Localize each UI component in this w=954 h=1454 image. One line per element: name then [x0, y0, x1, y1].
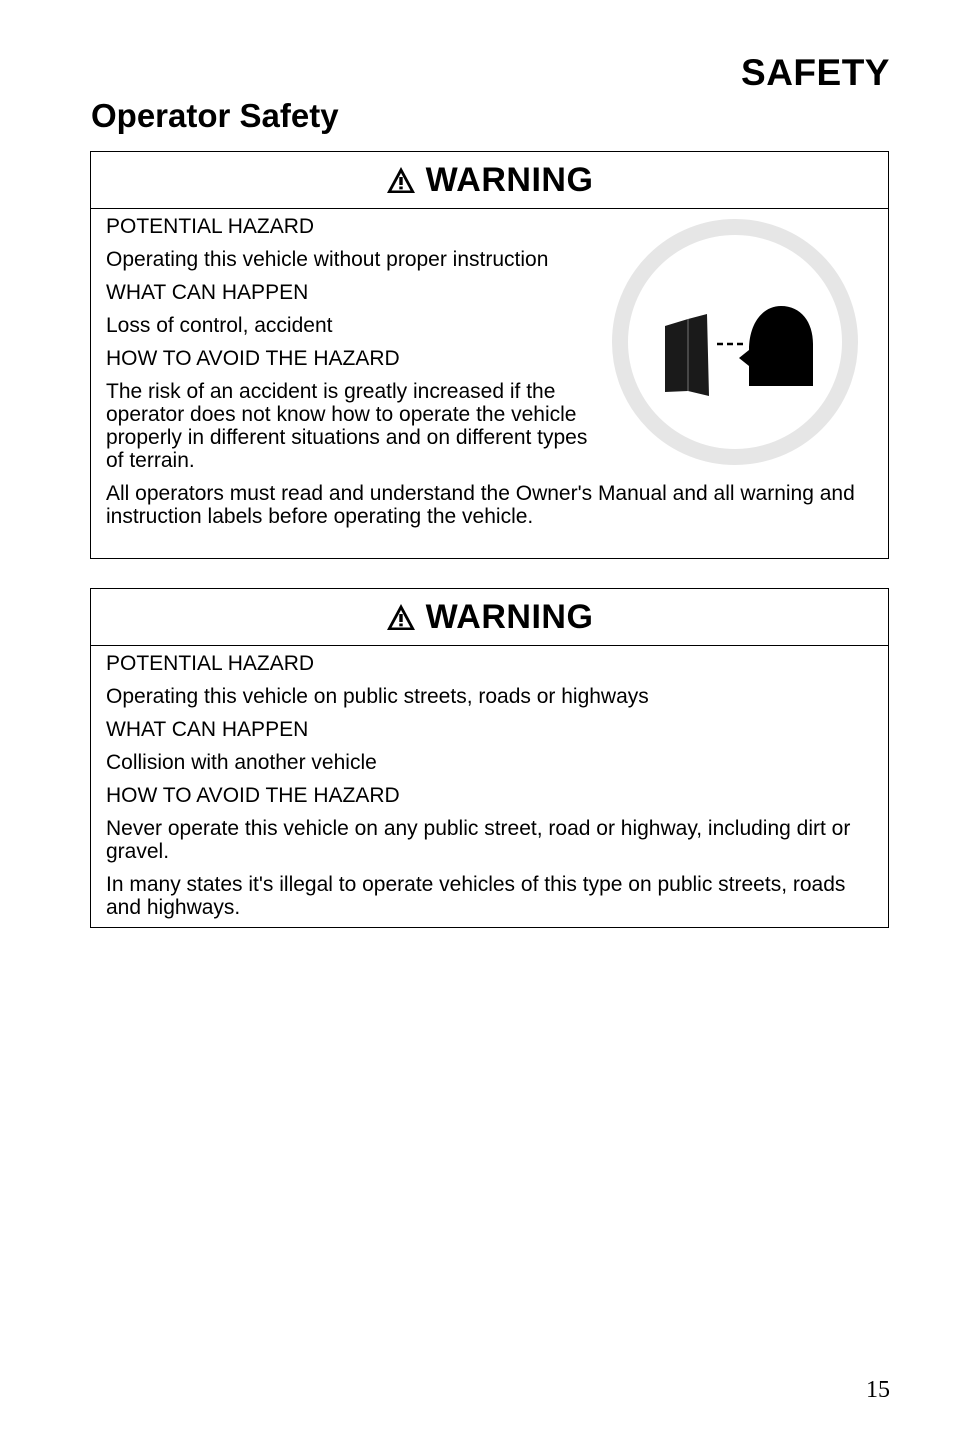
warning-triangle-icon: [386, 166, 416, 194]
warning-box-instruction: [90, 151, 889, 559]
happen-label: WHAT CAN HAPPEN: [106, 718, 309, 741]
avoid-text: The risk of an accident is greatly increased if the operator does not know how to operate the vehicle properly in different situations and on different types of terrain.: [106, 380, 588, 472]
happen-text: Collision with another vehicle: [106, 751, 377, 774]
avoid-text: All operators must read and understand the Owner's Manual and all warning and instruction labels before operating the vehicle.: [106, 482, 855, 528]
warning-header: [91, 589, 888, 646]
avoid-label: HOW TO AVOID THE HAZARD: [106, 784, 400, 807]
hazard-text: Operating this vehicle without proper instruction: [106, 248, 549, 271]
warning-title: WARNING: [425, 161, 594, 199]
page-heading: Operator Safety: [91, 97, 339, 134]
warning-body: [91, 646, 888, 919]
warning-box-public-roads: [90, 588, 889, 928]
hazard-label: POTENTIAL HAZARD: [106, 215, 315, 238]
avoid-text: In many states it's illegal to operate vehicles of this type on public streets, roads and highways.: [106, 873, 846, 919]
warning-header: [91, 152, 888, 209]
hazard-text: Operating this vehicle on public streets, roads or highways: [106, 685, 649, 708]
warning-triangle-icon: [386, 603, 416, 631]
happen-text: Loss of control, accident: [106, 314, 333, 337]
happen-label: WHAT CAN HAPPEN: [106, 281, 309, 304]
avoid-label: HOW TO AVOID THE HAZARD: [106, 347, 400, 370]
hazard-label: POTENTIAL HAZARD: [106, 652, 315, 675]
read-manual-icon: [611, 218, 859, 466]
avoid-text: Never operate this vehicle on any public street, road or highway, including dirt or gravel.: [106, 817, 851, 863]
page-number: 15: [866, 1377, 890, 1403]
section-title: SAFETY: [741, 52, 890, 93]
warning-title: WARNING: [425, 598, 594, 636]
